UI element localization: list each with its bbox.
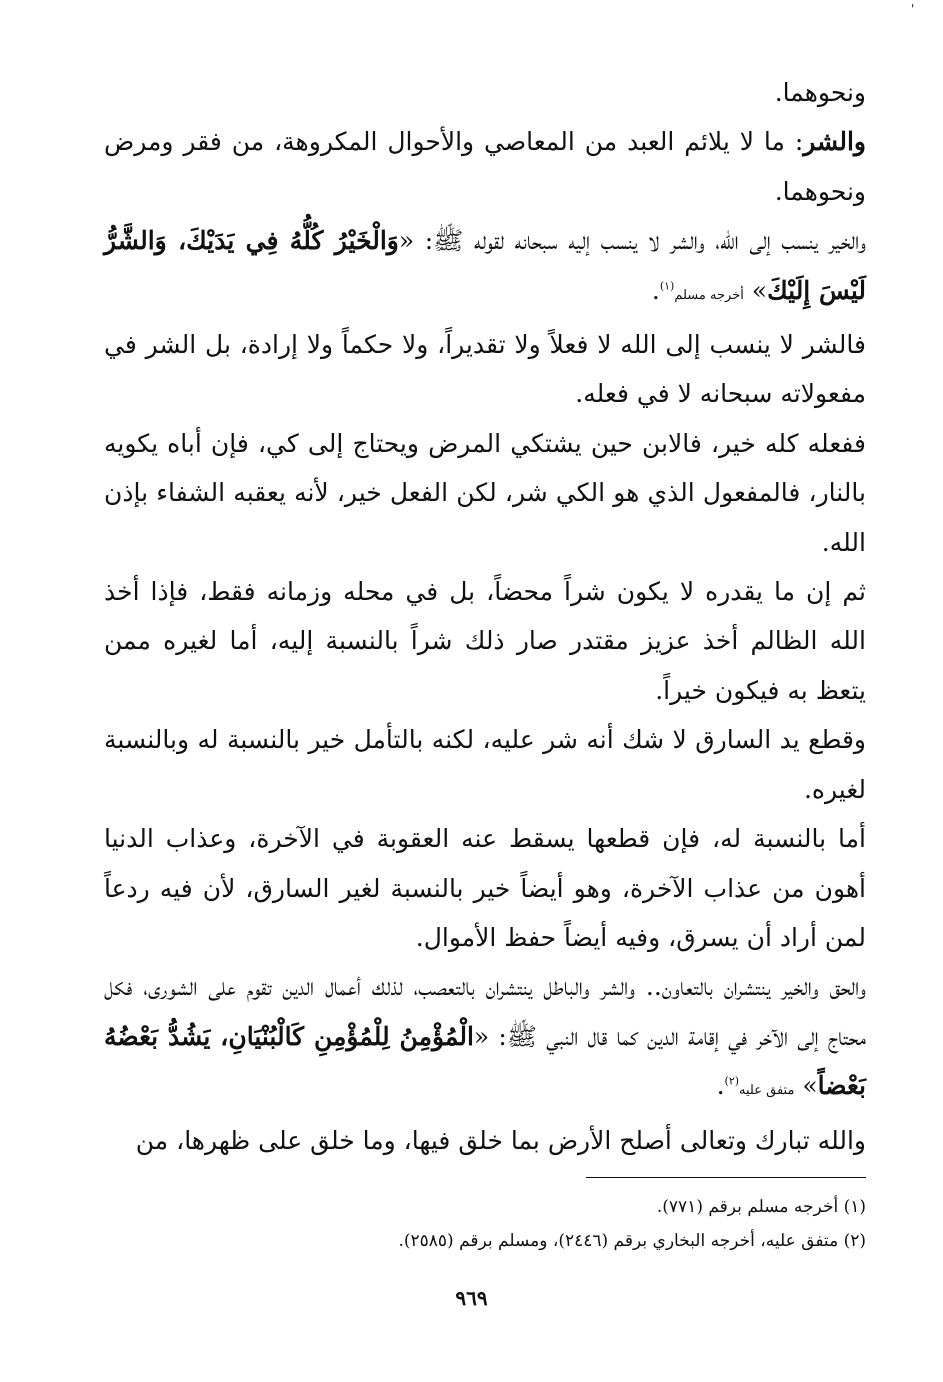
footnotes	[104, 1190, 866, 1258]
hadith-quote-2: الْمُؤْمِنُ لِلْمُؤْمِنِ كَالْبُنْيَانِ، يَشُدُّ بَعْضُهُ بَعْضاً	[104, 1021, 866, 1101]
paragraph-7: وقطع يد السارق لا شك أنه شر عليه، لكنه بالتأمل خير بالنسبة له وبالنسبة لغيره.	[104, 725, 866, 804]
stray-mark: '	[911, 2, 915, 16]
paragraph-1: ونحوهما.	[774, 78, 866, 107]
paragraph-2	[104, 117, 866, 216]
footnote-divider	[586, 1177, 866, 1178]
paragraph-10: والله تبارك وتعالى أصلح الأرض بما خلق فيها، وما خلق على ظهرها، من	[135, 1125, 866, 1155]
term-evil: والشر	[803, 127, 866, 157]
paragraph-8: أما بالنسبة له، فإن قطعها يسقط عنه العقوبة في الآخرة، وعذاب الدنيا أهون من عذاب الآخرة، وهو أيضاً خير بالنسبة لغير السارق، لأن فيه ردعاً لمن أراد أن يسرق، وفيه أيضاً حفظ الأموال.	[104, 824, 866, 952]
paragraph-6: ثم إن ما يقدره لا يكون شراً محضاً، بل في محله وزمانه فقط، فإذا أخذ الله الظالم أخذ عزيز مقتدر صار ذلك شراً بالنسبة إليه، أما لغيره ممن يتعظ به فيكون خيراً.	[104, 577, 866, 705]
paragraph-4: فالشر لا ينسب إلى الله لا فعلاً ولا تقديراً، ولا حكماً ولا إرادة، بل الشر في مفعولاته سبحانه لا في فعله.	[104, 330, 866, 409]
paragraph-9	[104, 962, 866, 1115]
paragraph-9-text: والحق والخير ينتشران بالتعاون.. والشر والباطل ينتشران بالتعصب، لذلك أعمال الدين تقوم على الشورى، فكل محتاج إلى الآخر في إقامة الدين كما قال النبي ﷺ: «	[104, 972, 866, 1051]
paragraph-3	[104, 216, 866, 320]
paragraph-3-end: .	[651, 275, 660, 305]
paragraph-2-text: : ما لا يلائم العبد من المعاصي والأحوال المكروهة، من فقر ومرض ونحوهما.	[104, 127, 866, 206]
page-number: ٩٦٩	[455, 1286, 488, 1310]
footnote-1: (١) أخرجه مسلم برقم (٧٧١).	[656, 1197, 866, 1217]
hadith-quote-1: وَالْخَيْرُ كُلُّهُ فِي يَدَيْكَ، وَالشَّرُّ لَيْسَ إِلَيْكَ	[104, 226, 866, 305]
page-body	[104, 68, 866, 1165]
paragraph-9-end: .	[716, 1071, 725, 1101]
hadith-source-1: أخرجه مسلم	[674, 287, 744, 303]
quote-close-1: »	[743, 275, 768, 305]
paragraph-3-text: والخير ينسب إلى الله، والشر لا ينسب إليه سبحانه لقوله ﷺ: «	[398, 226, 866, 256]
footnote-2: (٢) متفق عليه، أخرجه البخاري برقم (٢٤٤٦)، ومسلم برقم (٢٥٨٥).	[398, 1231, 866, 1251]
hadith-source-2: متفق عليه	[739, 1083, 795, 1099]
paragraph-5: ففعله كله خير، فالابن حين يشتكي المرض ويحتاج إلى كي، فإن أباه يكويه بالنار، فالمفعول الذي هو الكي شر، لكن الفعل خير، لأنه يعقبه الشفاء بإذن الله.	[104, 428, 866, 557]
footnote-ref-2: (٢)	[724, 1074, 740, 1088]
footnote-ref-1: (١)	[659, 279, 675, 293]
quote-close-2: »	[794, 1071, 818, 1101]
